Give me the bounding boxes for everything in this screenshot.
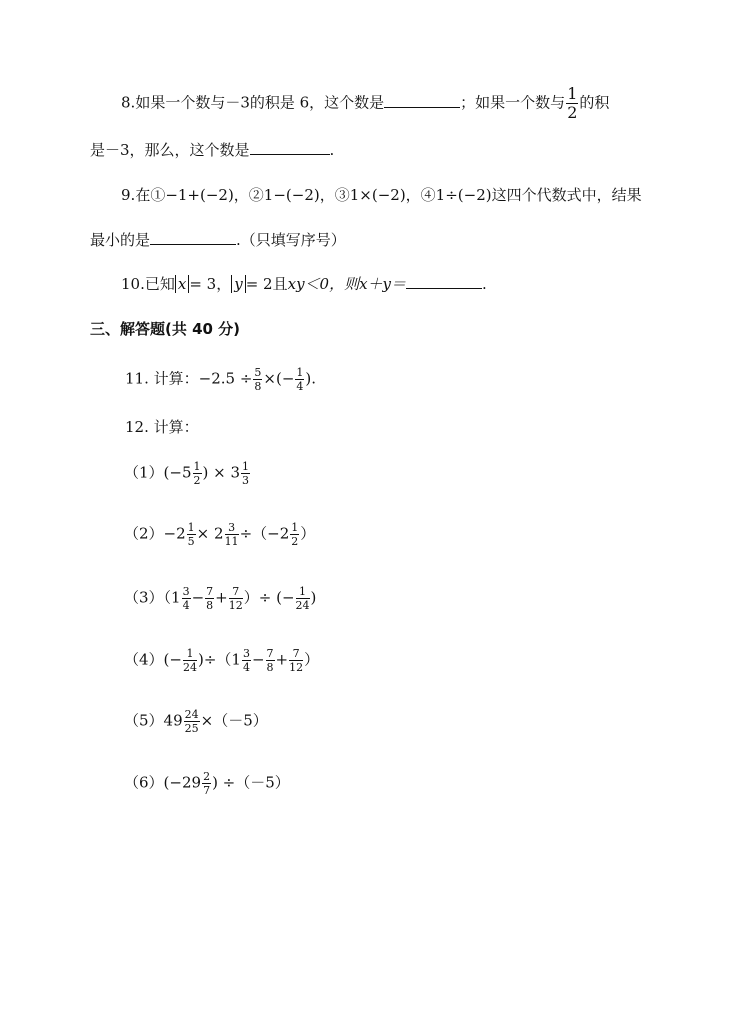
section3-title: 三、解答题(共 40 分) bbox=[90, 320, 241, 338]
q12-p1-a: (−5 bbox=[163, 463, 192, 482]
q12-part4 bbox=[124, 648, 319, 673]
q12-p6-a: (−29 bbox=[163, 773, 202, 792]
q12-p1-b: ) × 3 bbox=[202, 463, 241, 482]
q9-line2-text: 最小的是 bbox=[90, 231, 151, 249]
q12-p4-fraction-1: $\frac{1}{24}$ bbox=[182, 647, 197, 674]
q10-end: . bbox=[482, 275, 487, 293]
q12-p2-a: −2 bbox=[163, 524, 186, 543]
q12-part3 bbox=[124, 586, 316, 611]
q12-line bbox=[125, 416, 199, 437]
q12-p5-fraction-1: $\frac{24}{25}$ bbox=[184, 708, 199, 735]
q8-fraction-half: $\frac{1}{2}$ bbox=[567, 84, 578, 122]
q12-p2-fraction-1: $\frac{1}{5}$ bbox=[187, 521, 195, 548]
q8-line1 bbox=[121, 86, 609, 121]
q11-line bbox=[125, 367, 316, 392]
q12-number: 12. bbox=[125, 418, 149, 436]
q9-text1: 在①−1+(−2)，②1−(−2)，③1×(−2)，④1÷(−2)这四个代数式中，结果 bbox=[135, 186, 642, 204]
q12-p1-fraction-2: $\frac{1}{3}$ bbox=[242, 460, 250, 487]
q12-p3-index: （3） bbox=[124, 588, 164, 607]
q10-text4: xy＜0，则 bbox=[287, 275, 360, 293]
q12-p6-fraction-1: $\frac{2}{7}$ bbox=[203, 770, 211, 797]
q11-number: 11. bbox=[125, 369, 149, 388]
q10-abs-x: x bbox=[175, 275, 189, 293]
q12-p4-c: − bbox=[251, 650, 265, 669]
q12-p3-c: + bbox=[215, 588, 228, 607]
q12-p2-fraction-3: $\frac{1}{2}$ bbox=[291, 521, 299, 548]
q12-p3-a: （1 bbox=[163, 588, 181, 607]
q12-p5-a: 49 bbox=[163, 711, 183, 730]
q9-number: 9. bbox=[121, 186, 136, 204]
q11-label: 计算： bbox=[153, 369, 199, 388]
q10-blank[interactable] bbox=[406, 274, 482, 289]
q10-text1: 已知 bbox=[144, 275, 175, 293]
q10-number: 10. bbox=[121, 275, 145, 293]
q12-p1-fraction-1: $\frac{1}{2}$ bbox=[193, 460, 201, 487]
q11-expr2: ×(− bbox=[263, 369, 295, 388]
q12-p4-a: (− bbox=[163, 650, 182, 669]
q8-blank1[interactable] bbox=[384, 93, 460, 108]
q12-p3-fraction-2: $\frac{7}{8}$ bbox=[206, 585, 214, 612]
q12-p4-e: ） bbox=[304, 650, 320, 669]
q9-line2 bbox=[90, 229, 346, 250]
q12-p2-c: ÷（−2 bbox=[239, 524, 290, 543]
q8-text3: 的积 bbox=[579, 93, 610, 112]
q8-number: 8. bbox=[121, 93, 136, 112]
q12-p3-fraction-3: $\frac{7}{12}$ bbox=[228, 585, 243, 612]
q12-p4-index: （4） bbox=[124, 650, 164, 669]
q11-expr1: −2.5 ÷ bbox=[198, 369, 253, 388]
q12-p2-index: （2） bbox=[124, 524, 164, 543]
q12-p3-fraction-4: $\frac{1}{24}$ bbox=[295, 585, 310, 612]
q12-part6 bbox=[124, 771, 290, 796]
q12-p4-fraction-2: $\frac{3}{4}$ bbox=[242, 647, 250, 674]
q10-abs-y: y bbox=[231, 275, 245, 293]
q11-fraction-1: $\frac{5}{8}$ bbox=[254, 366, 262, 393]
q12-part5 bbox=[124, 709, 268, 734]
q12-p3-d: ）÷ (− bbox=[243, 588, 295, 607]
q12-label: 计算： bbox=[153, 418, 199, 436]
q9-blank[interactable] bbox=[150, 230, 236, 245]
q8-line2 bbox=[90, 139, 334, 160]
q12-p5-index: （5） bbox=[124, 711, 164, 730]
q12-p4-fraction-4: $\frac{7}{12}$ bbox=[289, 647, 304, 674]
q10-line bbox=[121, 273, 487, 294]
q11-expr3: ). bbox=[305, 369, 317, 388]
q12-p3-b: − bbox=[191, 588, 205, 607]
q9-line1 bbox=[121, 184, 642, 205]
q12-p4-b: )÷（1 bbox=[197, 650, 241, 669]
q12-part1 bbox=[124, 461, 251, 486]
q12-part2 bbox=[124, 522, 315, 547]
q10-text2: = 3， bbox=[189, 275, 232, 293]
q12-p2-d: ） bbox=[300, 524, 316, 543]
q12-p6-index: （6） bbox=[124, 773, 164, 792]
q12-p4-d: + bbox=[275, 650, 289, 669]
q10-text3: = 2且 bbox=[245, 275, 288, 293]
q12-p2-fraction-2: $\frac{3}{11}$ bbox=[224, 521, 239, 548]
q8-text2: ；如果一个数与 bbox=[460, 93, 566, 112]
q8-line2-end: . bbox=[329, 141, 335, 159]
q10-text5: x＋y＝ bbox=[359, 275, 407, 293]
q11-fraction-2: $\frac{1}{4}$ bbox=[296, 366, 304, 393]
q12-p6-b: ) ÷（－5） bbox=[212, 773, 290, 792]
q12-p4-fraction-3: $\frac{7}{8}$ bbox=[266, 647, 274, 674]
q12-p3-fraction-1: $\frac{3}{4}$ bbox=[182, 585, 190, 612]
q12-p3-e: ) bbox=[310, 588, 317, 607]
q9-line2-end: .（只填写序号） bbox=[236, 231, 346, 249]
q12-p1-index: （1） bbox=[124, 463, 164, 482]
q8-line2-text: 是－3，那么，这个数是 bbox=[90, 141, 250, 159]
q8-text1: 如果一个数与－3的积是 6，这个数是 bbox=[135, 93, 385, 112]
q12-p2-b: × 2 bbox=[196, 524, 224, 543]
q12-p5-b: ×（－5） bbox=[200, 711, 268, 730]
q8-blank2[interactable] bbox=[250, 140, 330, 155]
